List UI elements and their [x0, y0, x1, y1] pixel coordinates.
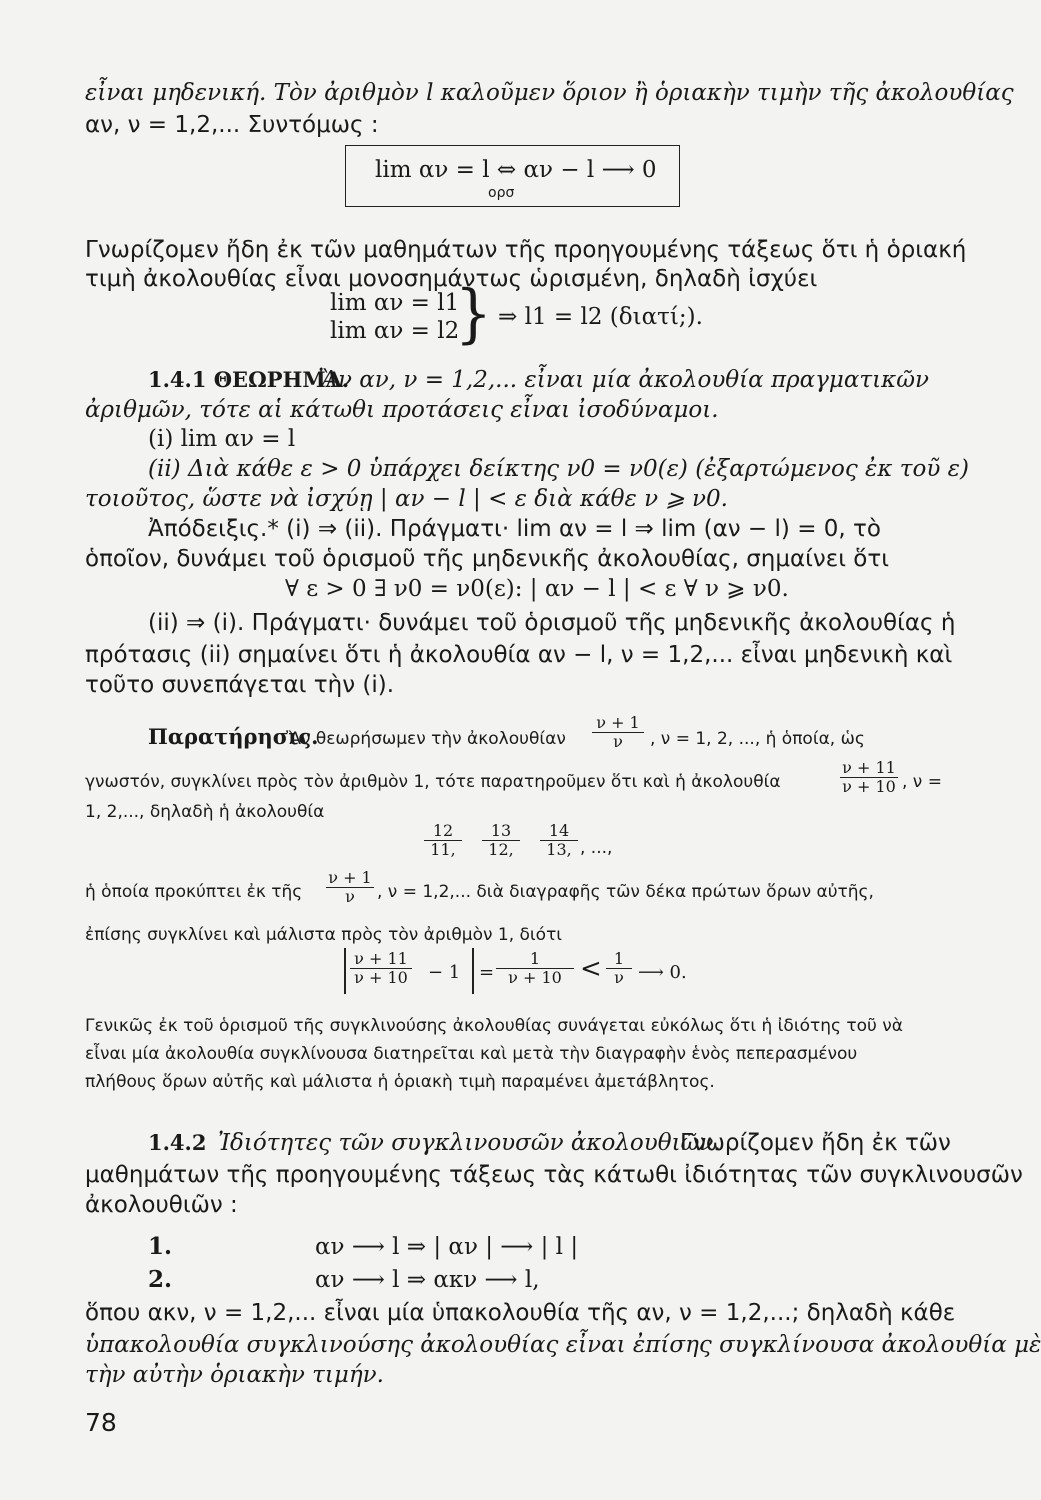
text-line: Γνωρίζομεν ἤδη ἐκ τῶν μαθημάτων τῆς προηγουμένης τάξεως ὅτι ἡ ὁριακή [85, 237, 967, 263]
sequence-tail: , ..., [580, 838, 613, 858]
closing-text: τὴν αὐτὴν ὁριακὴν τιμήν. [85, 1362, 384, 1388]
inequality-part: − 1 [428, 962, 461, 983]
proof-formula: ∀ ε > 0 ∃ ν0 = ν0(ε): | αν − l | < ε ∀ ν ⩾ ν0. [285, 576, 789, 602]
general-text: εἶναι μία ἀκολουθία συγκλίνουσα διατηρεῖται καὶ μετὰ τὴν διαγραφὴν ἑνὸς πεπερασμένου [85, 1044, 858, 1064]
condition-ii: (ii) Διὰ κάθε ε > 0 ὑπάρχει δείκτης ν0 = ν0(ε) (ἐξαρτώμενος ἐκ τοῦ ε) [148, 456, 969, 482]
proof-line: πρότασις (ii) σημαίνει ὅτι ἡ ἀκολουθία αν − l, ν = 1,2,... εἶναι μηδενικὴ καὶ [85, 642, 953, 668]
limit-subscript: ορσ [488, 185, 515, 201]
fraction: $\frac{\nu + 11}{\nu + 10}$ [350, 950, 412, 987]
property-number: 2. [148, 1266, 173, 1293]
proof-line: ὁποῖον, δυνάμει τοῦ ὁρισμοῦ τῆς μηδενικῆς ἀκολουθίας, σημαίνει ὅτι [85, 546, 890, 572]
fraction: $\frac{1}{\nu + 10}$ [496, 950, 574, 987]
remark-label: Παρατήρησις. [148, 724, 319, 749]
fraction: $\frac{\nu + 11}{\nu + 10}$ [840, 759, 898, 796]
theorem-label: 1.4.1 ΘΕΩΡΗΜΑ. [148, 367, 350, 392]
remark-text: , ν = 1,2,... διὰ διαγραφῆς τῶν δέκα πρώτων ὅρων αὐτῆς, [377, 882, 874, 902]
fraction: $\frac{12}{11,}$ [424, 822, 462, 859]
proof-line: τοῦτο συνεπάγεται τὴν (i). [85, 672, 395, 698]
section-title: Ἰδιότητες τῶν συγκλινουσῶν ἀκολουθιῶν. [218, 1130, 721, 1156]
closing-text: ὅπου ακν, ν = 1,2,... εἶναι μία ὑπακολουθία τῆς αν, ν = 1,2,...; δηλαδὴ κάθε [85, 1300, 956, 1326]
text-line: τιμὴ ἀκολουθίας εἶναι μονοσημάντως ὡρισμένη, δηλαδὴ ἰσχύει [85, 266, 818, 292]
section-text: Γνωρίζομεν ἤδη ἐκ τῶν [680, 1130, 951, 1156]
remark-text: Ἂν θεωρήσωμεν τὴν ἀκολουθίαν [286, 729, 566, 749]
proof-line: (ii) ⇒ (i). Πράγματι· δυνάμει τοῦ ὁρισμοῦ τῆς μηδενικῆς ἀκολουθίας ἡ [148, 610, 956, 636]
remark-text: ἐπίσης συγκλίνει καὶ μάλιστα πρὸς τὸν ἀριθμὸν 1, διότι [85, 925, 563, 945]
formula-uniqueness: ⇒ l1 = l2 (διατί;). [498, 304, 703, 330]
remark-text: , ν = 1, 2, ..., ἡ ὁποία, ὡς [650, 729, 865, 749]
abs-bar-right [472, 948, 474, 994]
fraction: $\frac{13}{12,}$ [482, 822, 520, 859]
fraction: $\frac{1}{\nu}$ [606, 950, 632, 987]
closing-text: ὑπακολουθία συγκλινούσης ἀκολουθίας εἶναι ἐπίσης συγκλίνουσα ἀκολουθία μὲ [85, 1332, 1041, 1358]
property-1: αν ⟶ l ⇒ | αν | ⟶ | l | [315, 1234, 579, 1260]
text-line: εἶναι μηδενική. Τὸν ἀριθμὸν l καλοῦμεν ὅριον ἢ ὁριακὴν τιμὴν τῆς ἀκολουθίας [85, 80, 1014, 106]
property-number: 1. [148, 1233, 173, 1260]
formula-lim-2: lim αν = l2 [330, 318, 460, 344]
inequality-part: < [580, 954, 602, 984]
property-2: αν ⟶ l ⇒ ακν ⟶ l, [315, 1267, 540, 1293]
section-number: 1.4.2 [148, 1130, 207, 1155]
abs-bar-left [344, 948, 346, 994]
proof-line: Ἀπόδειξις.* (i) ⇒ (ii). Πράγματι· lim αν = l ⇒ lim (αν − l) = 0, τὸ [148, 516, 881, 542]
remark-text: 1, 2,..., δηλαδὴ ἡ ἀκολουθία [85, 802, 325, 822]
formula-lim-1: lim αν = l1 [330, 290, 460, 316]
remark-text: γνωστόν, συγκλίνει πρὸς τὸν ἀριθμὸν 1, τότε παρατηροῦμεν ὅτι καὶ ἡ ἀκολουθία [85, 772, 781, 792]
right-brace: } [455, 275, 492, 351]
condition-ii-cont: τοιοῦτος, ὥστε νὰ ἰσχύῃ | αν − l | < ε διὰ κάθε ν ⩾ ν0. [85, 486, 728, 512]
theorem-text: ἀριθμῶν, τότε αἱ κάτωθι προτάσεις εἶναι ἰσοδύναμοι. [85, 397, 719, 423]
theorem-text: Ἂν αν, ν = 1,2,... εἶναι μία ἀκολουθία πραγματικῶν [318, 367, 929, 393]
fraction: $\frac{\nu + 1}{\nu}$ [326, 869, 374, 906]
limit-definition: lim αν = l ⇔ αν − l ⟶ 0 [375, 157, 657, 183]
inequality-part: ⟶ 0. [638, 962, 687, 983]
general-text: πλήθους ὅρων αὐτῆς καὶ μάλιστα ἡ ὁριακὴ τιμὴ παραμένει ἀμετάβλητος. [85, 1072, 715, 1092]
remark-text: , ν = [902, 772, 942, 792]
inequality-part: = [479, 962, 495, 983]
remark-text: ἡ ὁποία προκύπτει ἐκ τῆς [85, 882, 303, 902]
section-text: μαθημάτων τῆς προηγουμένης τάξεως τὰς κάτωθι ἰδιότητας τῶν συγκλινουσῶν [85, 1162, 1023, 1188]
general-text: Γενικῶς ἐκ τοῦ ὁρισμοῦ τῆς συγκλινούσης ἀκολουθίας συνάγεται εὐκόλως ὅτι ἡ ἰδιότης τοῦ νὰ [85, 1016, 903, 1036]
page-number: 78 [85, 1408, 117, 1437]
text-line: αν, ν = 1,2,... Συντόμως : [85, 112, 379, 138]
condition-i: (i) lim αν = l [148, 426, 296, 452]
fraction: $\frac{\nu + 1}{\nu}$ [592, 714, 644, 751]
fraction: $\frac{14}{13,}$ [540, 822, 578, 859]
section-text: ἀκολουθιῶν : [85, 1192, 238, 1218]
